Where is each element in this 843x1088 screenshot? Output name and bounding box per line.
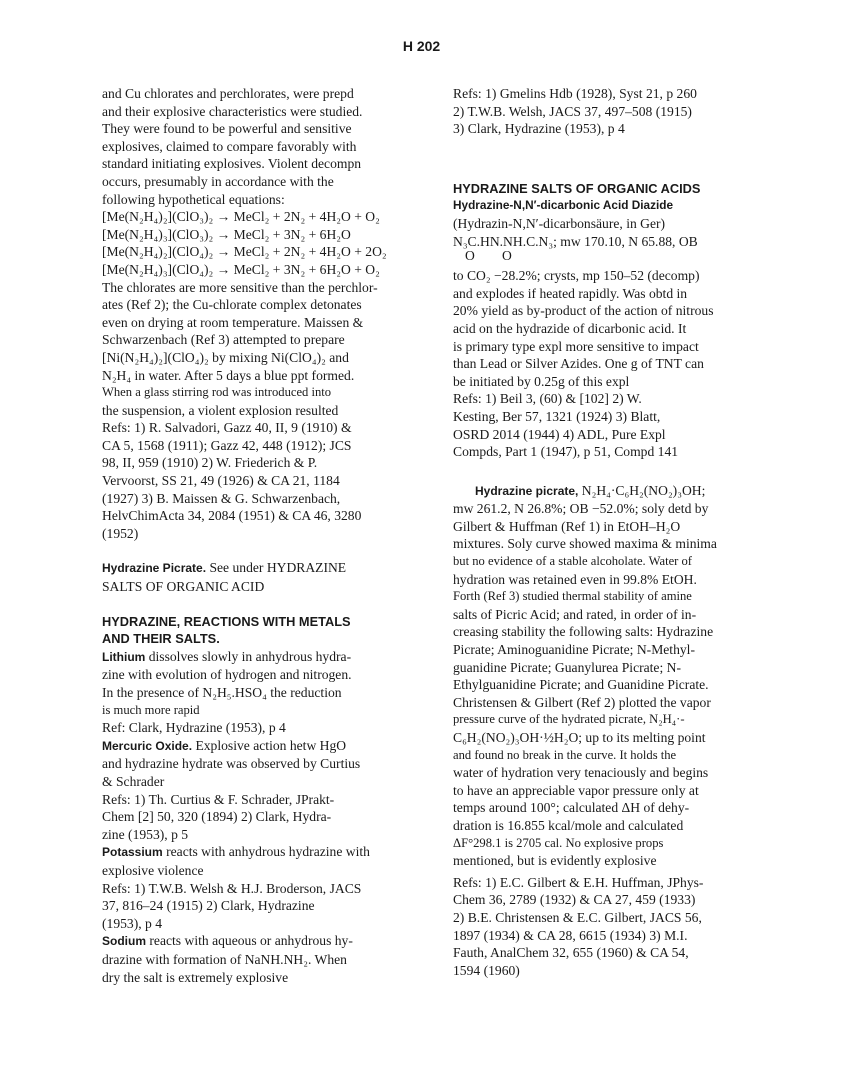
text-line: even on drying at room temperature. Maissen & [102, 314, 364, 330]
body-paragraph [102, 279, 432, 420]
reference-line: (1952) [102, 525, 139, 541]
equation: [Me(N₂H₄)₂](ClO₃)₂ → MeCl₂ + 2N₂ + 4H₂O + O₂ [102, 209, 380, 225]
reference-line: Kesting, Ber 57, 1321 (1924) 3) Blatt, [453, 408, 661, 424]
text-line: zine with evolution of hydrogen and nitrogen. [102, 667, 352, 683]
carbonyl-oxygen-marks [453, 250, 783, 267]
section-heading: HYDRAZINE SALTS OF ORGANIC ACIDS [453, 180, 701, 196]
formula-line: N₃C.HN.NH.C.N₃; mw 170.10, N 65.88, OB [453, 233, 698, 249]
equation: [Me(N₂H₄)₃](ClO₄)₂ → MeCl₂ + 3N₂ + 6H₂O + O₂ [102, 261, 380, 277]
reference-line: 2) T.W.B. Welsh, JACS 37, 497–508 (1915) [453, 103, 692, 119]
entry-term: Sodium [102, 934, 146, 949]
text-line: (Hydrazin-N,N′-dicarbonsäure, in Ger) [453, 215, 666, 231]
oxygen-marks: O O [465, 248, 512, 264]
intro-paragraph [102, 85, 432, 208]
right-column [453, 85, 783, 979]
page-header: H 202 [402, 38, 441, 54]
text-line: salts of Picric Acid; and rated, in order of in- [453, 606, 697, 622]
reference-line: HelvChimActa 34, 2084 (1951) & CA 46, 3280 [102, 508, 362, 524]
reference-line: 2) B.E. Christensen & E.C. Gilbert, JACS 56, [453, 909, 702, 925]
text-line: pressure curve of the hydrated picrate, N₂H₄·- [453, 712, 685, 727]
text-line: zine (1953), p 5 [102, 826, 189, 842]
text-line: In the presence of N₂H₅.HSO₄ the reduction [102, 685, 342, 700]
reference-line: (1927) 3) B. Maissen & G. Schwarzenbach, [102, 490, 341, 506]
entry-term: Mercuric Oxide. [102, 738, 193, 753]
text-line: and their explosive characteristics were studied. [102, 103, 363, 119]
text-line: explosive violence [102, 862, 204, 878]
text-line: mentioned, but is evidently explosive [453, 853, 657, 869]
reference-line: Compds, Part 1 (1947), p 51, Compd 141 [453, 444, 679, 460]
text-line: Gilbert & Huffman (Ref 1) in EtOH–H₂O [453, 518, 681, 534]
equation: [Me(N₂H₄)₃](ClO₃)₂ → MeCl₂ + 3N₂ + 6H₂O [102, 226, 351, 242]
entry-term: Potassium [102, 845, 163, 860]
lithium-entry [102, 648, 432, 737]
reference-line: 1897 (1934) & CA 28, 6615 (1934) 3) M.I. [453, 927, 688, 943]
dicarbonic-acid-entry [453, 215, 783, 461]
text-line: to have an appreciable vapor pressure only at [453, 782, 699, 798]
text-line: following hypothetical equations: [102, 191, 285, 207]
reference-line: Refs: 1) Gmelins Hdb (1928), Syst 21, p 260 [453, 86, 697, 101]
text-line: & Schrader [102, 773, 165, 789]
references-block [102, 419, 432, 542]
sodium-entry [102, 932, 432, 986]
picrate-crossref [102, 559, 432, 595]
text-line: They were found to be powerful and sensitive [102, 121, 352, 137]
reference-line: Fauth, AnalChem 32, 655 (1960) & CA 54, [453, 945, 689, 961]
entry-term: Lithium [102, 649, 146, 664]
text-line: is primary type expl more sensitive to impact [453, 338, 699, 354]
text-line: Picrate; Aminoguanidine Picrate; N-Methyl- [453, 642, 695, 658]
text-line: N₂H₄ in water. After 5 days a blue ppt formed. [102, 367, 355, 383]
reference-line: CA 5, 1568 (1911); Gazz 42, 448 (1912); JCS [102, 437, 352, 453]
equations-block [102, 208, 432, 278]
text-line: explosives, claimed to compare favorably with [102, 138, 357, 154]
text-line: creasing stability the following salts: Hydrazine [453, 624, 714, 640]
entry-term: Hydrazine picrate, [475, 483, 579, 498]
text-line: guanidine Picrate; Guanylurea Picrate; N- [453, 659, 681, 675]
text-line: dration is 16.855 kcal/mole and calculated [453, 817, 684, 833]
entry-subheading: Hydrazine-N,N′-dicarbonic Acid Diazide [453, 198, 674, 213]
reference-line: Refs: 1) E.C. Gilbert & E.H. Huffman, JPhys- [453, 874, 704, 890]
text-line: Forth (Ref 3) studied thermal stability of amine [453, 589, 692, 604]
text-line: mixtures. Soly curve showed maxima & minima [453, 536, 717, 552]
text-line: Explosive action hetw HgO [195, 737, 347, 753]
text-line: C₆H₂(NO₂)₃OH·½H₂O; up to its melting point [453, 730, 706, 745]
reference-line: Refs: 1) R. Salvadori, Gazz 40, II, 9 (1910) & [102, 420, 352, 436]
text-line: and found no break in the curve. It holds the [453, 747, 677, 762]
heading-line: HYDRAZINE, REACTIONS WITH METALS [102, 613, 351, 629]
text-line: ΔF°298.1 is 2705 cal. No explosive props [453, 835, 664, 850]
reference-line: 98, II, 959 (1910) 2) W. Friederich & P. [102, 455, 318, 471]
text-line: Christensen & Gilbert (Ref 2) plotted the vapor [453, 694, 711, 710]
potassium-entry [102, 843, 432, 932]
text-line: The chlorates are more sensitive than the perchlor- [102, 279, 378, 295]
text-line: (1953), p 4 [102, 915, 163, 931]
reference-line: OSRD 2014 (1944) 4) ADL, Pure Expl [453, 426, 666, 442]
text-line: dissolves slowly in anhydrous hydra- [148, 648, 352, 664]
text-line: acid on the hydrazide of dicarbonic acid. It [453, 320, 687, 336]
entry-term: Hydrazine Picrate. [102, 561, 207, 576]
text-line: dry the salt is extremely explosive [102, 969, 289, 985]
reference-line: Chem 36, 2789 (1932) & CA 27, 459 (1933) [453, 892, 696, 908]
text-line: water of hydration very tenaciously and begins [453, 765, 709, 781]
reference-line: 1594 (1960) [453, 962, 520, 978]
text-line: SALTS OF ORGANIC ACID [102, 579, 265, 595]
formula: N₂H₄·C₆H₂(NO₂)₃OH; [581, 482, 706, 498]
text-line: Ref: Clark, Hydrazine (1953), p 4 [102, 720, 286, 736]
text-line: Chem [2] 50, 320 (1894) 2) Clark, Hydra- [102, 809, 332, 825]
section-heading [102, 613, 432, 648]
text-line: Refs: 1) T.W.B. Welsh & H.J. Broderson, JACS [102, 880, 362, 896]
text-line: the suspension, a violent explosion resulted [102, 402, 339, 418]
text-line: When a glass stirring rod was introduced into [102, 385, 332, 400]
text-line: See under HYDRAZINE [209, 560, 347, 576]
text-line: ates (Ref 2); the Cu-chlorate complex detonates [102, 297, 362, 313]
text-line: and Cu chlorates and perchlorates, were prepd [102, 86, 354, 101]
text-line: temps around 100°; calculated ΔH of dehy- [453, 800, 690, 816]
references-block-bottom [453, 874, 783, 980]
text-line: be initiated by 0.25g of this expl [453, 373, 630, 389]
text-line: Schwarzenbach (Ref 3) attempted to prepare [102, 332, 345, 348]
text-line: Ethylguanidine Picrate; and Guanidine Picrate. [453, 677, 709, 693]
equation: [Me(N₂H₄)₂](ClO₄)₂ → MeCl₂ + 2N₂ + 4H₂O + 2O₂ [102, 244, 387, 260]
text-line: Refs: 1) Th. Curtius & F. Schrader, JPrakt- [102, 791, 335, 807]
reference-line: Refs: 1) Beil 3, (60) & [102] 2) W. [453, 391, 642, 407]
text-line: is much more rapid [102, 702, 200, 717]
references-block-top [453, 85, 783, 138]
heading-line: AND THEIR SALTS. [102, 631, 220, 647]
text-line: but no evidence of a stable alcoholate. Water of [453, 554, 692, 569]
text-line: reacts with anhydrous hydrazine with [166, 844, 370, 860]
left-column [102, 85, 432, 986]
text-line: than Lead or Silver Azides. One g of TNT can [453, 356, 704, 372]
hydrazine-picrate-entry [453, 482, 783, 870]
text-line: reacts with aqueous or anhydrous hy- [149, 933, 353, 949]
text-line: occurs, presumably in accordance with the [102, 173, 334, 189]
mercuric-oxide-entry [102, 737, 432, 844]
text-line: to CO₂ −28.2%; crysts, mp 150–52 (decomp) [453, 268, 700, 284]
text-line: standard initiating explosives. Violent decompn [102, 156, 362, 172]
reference-line: Vervoorst, SS 21, 49 (1926) & CA 21, 1184 [102, 473, 340, 489]
text-line: 37, 816–24 (1915) 2) Clark, Hydrazine [102, 898, 315, 914]
text-line: [Ni(N₂H₄)₂](ClO₄)₂ by mixing Ni(ClO₄)₂ and [102, 349, 349, 365]
text-line: 20% yield as by-product of the action of nitrous [453, 303, 714, 319]
reference-line: 3) Clark, Hydrazine (1953), p 4 [453, 121, 625, 137]
text-line: mw 261.2, N 26.8%; OB −52.0%; soly detd by [453, 501, 709, 517]
text-line: hydration was retained even in 99.8% EtOH. [453, 571, 697, 587]
text-line: and hydrazine hydrate was observed by Curtius [102, 756, 361, 772]
text-line: and explodes if heated rapidly. Was obtd in [453, 285, 688, 301]
text-line: drazine with formation of NaNH.NH₂. When [102, 951, 347, 967]
